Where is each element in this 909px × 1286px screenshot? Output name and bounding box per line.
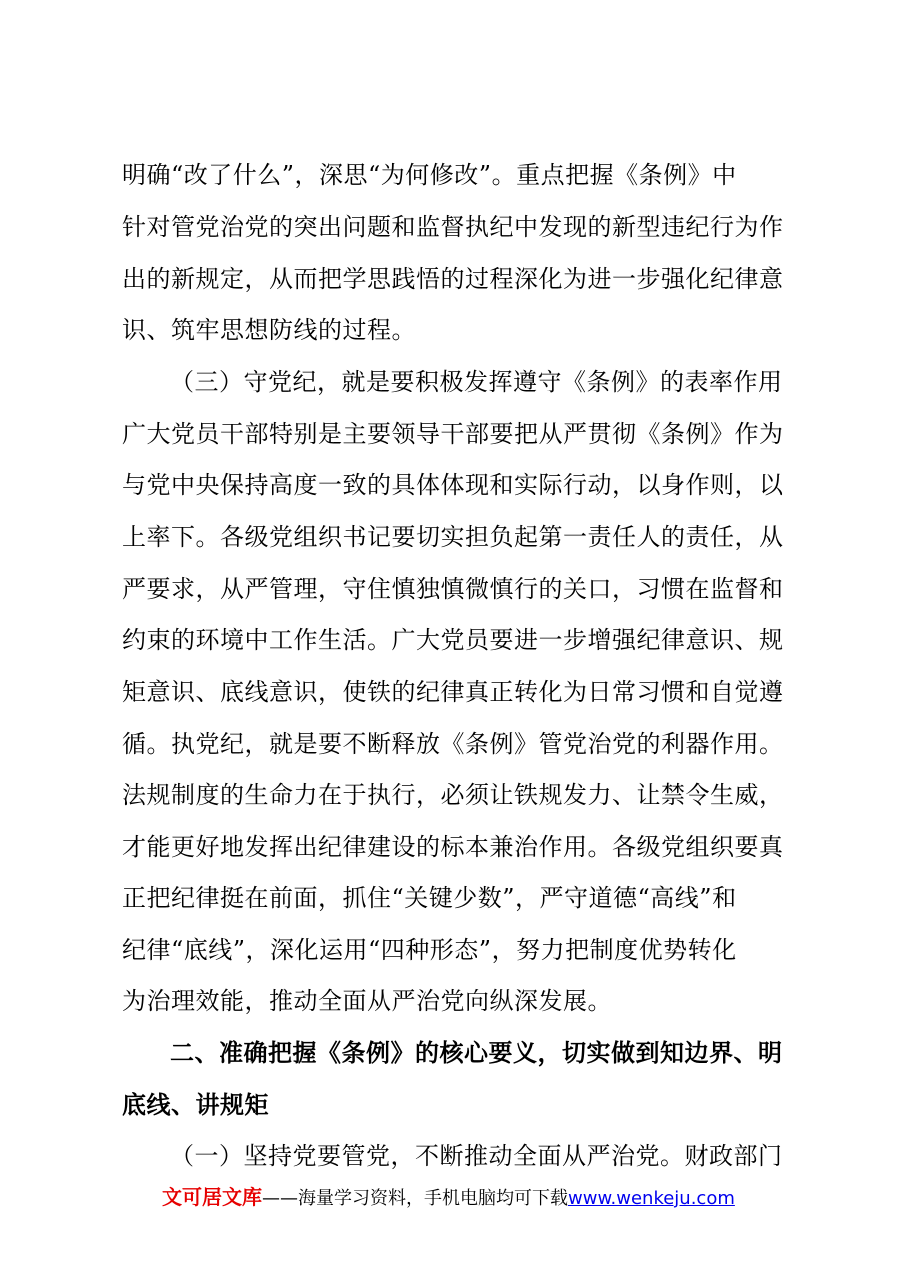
paragraph-start-line: （三）守党纪，就是要积极发挥遵守《条例》的表率作用 [170, 368, 783, 396]
section-heading-line: 二、准确把握《条例》的核心要义，切实做到知边界、明 [170, 1039, 783, 1067]
footer-banner [162, 1183, 735, 1211]
body-text-line: 法规制度的生命力在于执行，必须让铁规发力、让禁令生威， [122, 781, 784, 809]
footer-brand: 文可居文库 [162, 1185, 262, 1209]
body-text-line: 为治理效能，推动全面从严治党向纵深发展。 [122, 987, 612, 1015]
body-text-line: 循。执党纪，就是要不断释放《条例》管党治党的利器作用。 [122, 730, 784, 758]
paragraph-start-line: （一）坚持党要管党，不断推动全面从严治党。财政部门 [170, 1142, 783, 1170]
body-text-line: 与党中央保持高度一致的具体体现和实际行动，以身作则，以 [122, 471, 784, 499]
footer-link[interactable]: www.wenkeju.com [568, 1188, 735, 1209]
body-text-line: 广大党员干部特别是主要领导干部要把从严贯彻《条例》作为 [122, 420, 784, 448]
body-text-line: 正把纪律挺在前面，抓住“关键少数”，严守道德“高线”和 [122, 884, 737, 912]
body-text-line: 严要求，从严管理，守住慎独慎微慎行的关口，习惯在监督和 [122, 575, 784, 603]
body-text-line: 明确“改了什么”，深思“为何修改”。重点把握《条例》中 [122, 161, 737, 189]
body-text-line: 识、筑牢思想防线的过程。 [122, 316, 416, 344]
section-heading-line: 底线、讲规矩 [122, 1091, 269, 1119]
body-text-line: 约束的环境中工作生活。广大党员要进一步增强纪律意识、规 [122, 626, 784, 654]
body-text-line: 矩意识、底线意识，使铁的纪律真正转化为日常习惯和自觉遵 [122, 678, 784, 706]
body-text-line: 上率下。各级党组织书记要切实担负起第一责任人的责任，从 [122, 523, 784, 551]
body-text-line: 针对管党治党的突出问题和监督执纪中发现的新型违纪行为作 [122, 213, 784, 241]
body-text-line: 出的新规定，从而把学思践悟的过程深化为进一步强化纪律意 [122, 265, 784, 293]
body-text-line: 纪律“底线”，深化运用“四种形态”，努力把制度优势转化 [122, 936, 737, 964]
body-text-line: 才能更好地发挥出纪律建设的标本兼治作用。各级党组织要真 [122, 833, 784, 861]
footer-slogan: ——海量学习资料，手机电脑均可下载 [262, 1188, 568, 1209]
